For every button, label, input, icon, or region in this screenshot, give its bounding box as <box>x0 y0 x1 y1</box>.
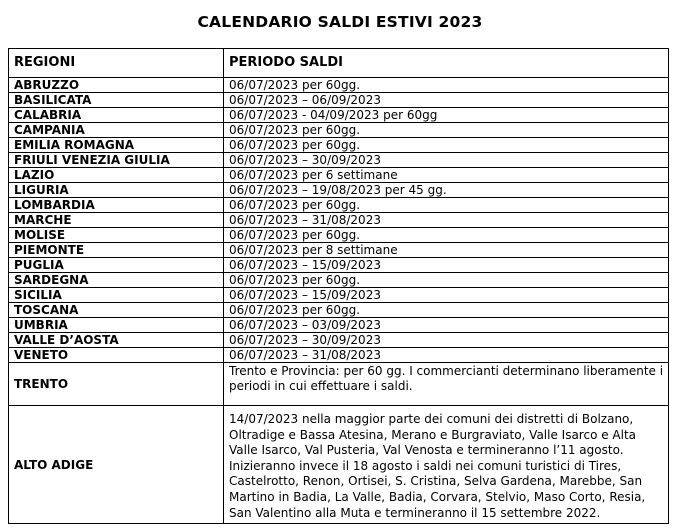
table-body <box>9 78 669 524</box>
period-cell: 06/07/2023 – 31/08/2023 <box>224 348 669 363</box>
region-cell: SARDEGNA <box>9 273 224 288</box>
document-title: CALENDARIO SALDI ESTIVI 2023 <box>197 13 483 31</box>
period-cell: 06/07/2023 – 30/09/2023 <box>224 333 669 348</box>
region-cell: EMILIA ROMAGNA <box>9 138 224 153</box>
table-row <box>9 288 669 303</box>
table-row <box>9 228 669 243</box>
table-row <box>9 333 669 348</box>
period-cell: Trento e Provincia: per 60 gg. I commercianti determinano liberamente i periodi in cui effettuare i saldi. <box>224 363 669 406</box>
region-cell: SICILIA <box>9 288 224 303</box>
region-cell: ALTO ADIGE <box>9 406 224 524</box>
table-row <box>9 273 669 288</box>
region-cell: LAZIO <box>9 168 224 183</box>
period-cell: 06/07/2023 – 15/09/2023 <box>224 288 669 303</box>
region-cell: TRENTO <box>9 363 224 406</box>
table-row <box>9 318 669 333</box>
period-cell: 06/07/2023 - 04/09/2023 per 60gg <box>224 108 669 123</box>
region-cell: CAMPANIA <box>9 123 224 138</box>
region-cell: CALABRIA <box>9 108 224 123</box>
header-regions: REGIONI <box>9 49 224 78</box>
table-row <box>9 258 669 273</box>
table-row <box>9 108 669 123</box>
table-row <box>9 183 669 198</box>
period-cell: 06/07/2023 per 60gg. <box>224 198 669 213</box>
period-cell: 06/07/2023 – 31/08/2023 <box>224 213 669 228</box>
region-cell: VENETO <box>9 348 224 363</box>
period-cell: 06/07/2023 – 30/09/2023 <box>224 153 669 168</box>
region-cell: LOMBARDIA <box>9 198 224 213</box>
table-row <box>9 348 669 363</box>
table-row-alto-adige <box>9 406 669 524</box>
table-row <box>9 123 669 138</box>
region-cell: LIGURIA <box>9 183 224 198</box>
region-cell: ABRUZZO <box>9 78 224 93</box>
table-row <box>9 138 669 153</box>
period-cell: 06/07/2023 per 8 settimane <box>224 243 669 258</box>
region-cell: PUGLIA <box>9 258 224 273</box>
period-cell: 06/07/2023 per 60gg. <box>224 273 669 288</box>
period-cell: 06/07/2023 per 60gg. <box>224 138 669 153</box>
table-row-trento <box>9 363 669 406</box>
region-cell: MARCHE <box>9 213 224 228</box>
region-cell: UMBRIA <box>9 318 224 333</box>
table-row <box>9 303 669 318</box>
period-cell: 06/07/2023 per 60gg. <box>224 303 669 318</box>
region-cell: PIEMONTE <box>9 243 224 258</box>
region-cell: TOSCANA <box>9 303 224 318</box>
table-row <box>9 78 669 93</box>
table-header-row <box>9 49 669 78</box>
region-cell: MOLISE <box>9 228 224 243</box>
region-cell: FRIULI VENEZIA GIULIA <box>9 153 224 168</box>
period-cell: 06/07/2023 – 06/09/2023 <box>224 93 669 108</box>
period-cell: 06/07/2023 per 60gg. <box>224 78 669 93</box>
table-row <box>9 243 669 258</box>
header-period: PERIODO SALDI <box>224 49 669 78</box>
table-row <box>9 93 669 108</box>
region-cell: VALLE D’AOSTA <box>9 333 224 348</box>
table-row <box>9 198 669 213</box>
period-cell: 06/07/2023 per 60gg. <box>224 228 669 243</box>
period-cell: 06/07/2023 – 19/08/2023 per 45 gg. <box>224 183 669 198</box>
period-cell: 14/07/2023 nella maggior parte dei comuni dei distretti di Bolzano, Oltradige e Bassa Atesina, Merano e Burgraviato, Valle Isarco e Alta Valle Isarco, Val Pusteria, Val Venosta e termineranno l’11 agosto. Inizieranno invece il 18 agosto i saldi nei comuni turistici di Tires, Castelrotto, Renon, Ortisei, S. Cristina, Selva Gardena, Marebbe, San Martino in Badia, La Valle, Badia, Corvara, Stelvio, Maso Corto, Resia, San Valentino alla Muta e termineranno il 15 settembre 2022. <box>224 406 669 524</box>
region-cell: BASILICATA <box>9 93 224 108</box>
period-cell: 06/07/2023 per 6 settimane <box>224 168 669 183</box>
period-cell: 06/07/2023 – 15/09/2023 <box>224 258 669 273</box>
table-row <box>9 168 669 183</box>
table-row <box>9 153 669 168</box>
period-cell: 06/07/2023 – 03/09/2023 <box>224 318 669 333</box>
table-row <box>9 213 669 228</box>
period-cell: 06/07/2023 per 60gg. <box>224 123 669 138</box>
sales-calendar-table <box>8 48 669 524</box>
